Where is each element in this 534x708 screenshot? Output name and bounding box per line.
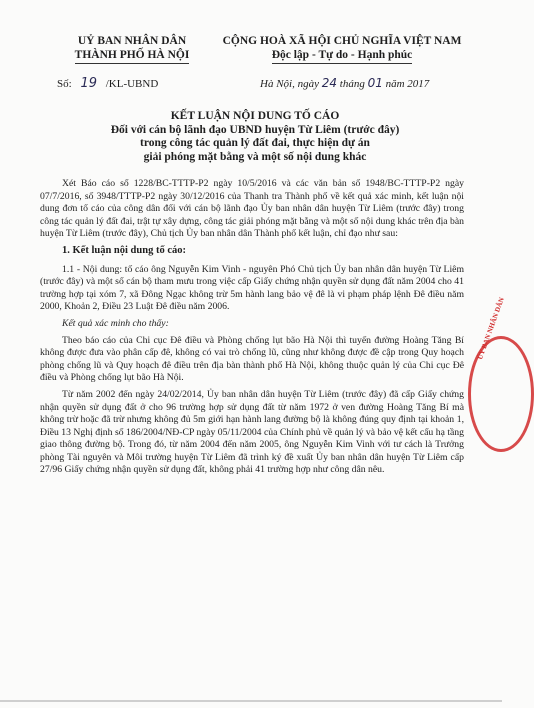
verification-heading: Kết quả xác minh cho thấy:: [62, 317, 169, 329]
title-line-3: trong công tác quản lý đất đai, thực hiện dự án: [140, 137, 370, 149]
title-line-1: KẾT LUẬN NỘI DUNG TỐ CÁO: [170, 110, 340, 122]
paragraph-content-1-1: 1.1 - Nội dung: tố cáo ông Nguyễn Kim Vinh - nguyên Phó Chủ tịch Ủy ban nhân dân huyện Từ Liêm (trước đây) và một số cán bộ tham mưu trong việc cấp Giấy chứng nhận quyền sử dụng đất năm 2004 cho 41 trường hợp tại xóm 7, xã Đông Ngạc không trừ 5m hành lang bảo vệ đê là vi phạm pháp lệnh Đê điều năm 2000, Khoản 2, Điều 23 Luật Đê điều năm 2006.: [40, 263, 464, 313]
issuing-agency: [52, 34, 212, 64]
page-edge: [0, 700, 502, 702]
section-heading: 1. Kết luận nội dung tố cáo:: [62, 244, 186, 256]
number-value: 19: [80, 76, 97, 91]
agency-line-1: UỶ BAN NHÂN DÂN: [77, 35, 187, 47]
date-month: 01: [367, 76, 383, 90]
paragraph-preamble: Xét Báo cáo số 1228/BC-TTTP-P2 ngày 10/5/2016 và các văn bản số 1948/BC-TTTP-P2 ngày 07/7/2016, số 3948/TTTP-P2 ngày 30/12/2016 của Thanh tra Thành phố về kết quả xác minh, kết luận nội dung đơn tố cáo của công dân đối với cán bộ lãnh đạo Ủy ban nhân dân huyện Từ Liêm (trước đây) trong công tác quản lý đất đai, trật tự xây dựng, công tác giải phóng mặt bằng và một số nội dung khác trên địa bàn huyện Từ Liêm (trước đây), Chủ tịch Ủy ban nhân dân Thành phố kết luận, chỉ đạo như sau:: [40, 178, 464, 240]
national-motto: [196, 34, 488, 64]
document-date: [260, 76, 490, 90]
agency-line-2: THÀNH PHỐ HÀ NỘI: [75, 48, 190, 64]
date-day: 24: [321, 76, 338, 90]
number-suffix: /KL-UBND: [105, 78, 159, 90]
date-year: năm 2017: [385, 78, 430, 90]
document-number: [57, 76, 158, 91]
title-line-2: Đối với cán bộ lãnh đạo UBND huyện Từ Liêm (trước đây): [110, 123, 400, 136]
document-body: [40, 178, 464, 481]
title-line-4: giải phóng mặt bằng và một số nội dung khác: [143, 150, 367, 163]
paragraph-dyke-report: Theo báo cáo của Chi cục Đê điều và Phòng chống lụt bão Hà Nội thì tuyến đường Hoàng Tăng Bí không được đưa vào phân cấp đê, không có vai trò chống lũ, cũng như không được đề cập trong Quy hoạch phòng chống lũ và Quy hoạch đê điều trên địa bàn thành phố Hà Nội, không thuộc quản lý của Chi cục Đê điều và Phòng chống lụt bão Hà Nội.: [40, 334, 464, 384]
seal-text: ỦY BAN NHÂN DÂN: [476, 296, 506, 361]
document-title: [40, 110, 470, 164]
date-mid: tháng: [339, 78, 365, 90]
number-prefix: Số:: [57, 78, 72, 90]
date-prefix: Hà Nội, ngày: [260, 78, 319, 90]
paragraph-certificates: Từ năm 2002 đến ngày 24/02/2014, Ủy ban nhân dân huyện Từ Liêm (trước đây) đã cấp Giấy chứng nhận quyền sử dụng đất ở cho 96 trường hợp sử dụng đất từ năm 1972 ở ven đường Hoàng Tăng Bí mà không trừ hoặc đã trừ nhưng không đủ 5m giới hạn hành lang đường bộ là không đúng quy định tại khoản 1, Điều 13 Nghị định số 186/2004/NĐ-CP ngày 05/11/2004 của Chính phủ về quản lý và bảo vệ kết cấu hạ tầng giao thông đường bộ. Trong đó, từ năm 2004 đến năm 2005, ông Nguyễn Kim Vinh với tư cách là Trưởng phòng Tài nguyên và Môi trường huyện Từ Liêm đã trình ký đề xuất Ủy ban nhân dân huyện Từ Liêm cấp 27/96 Giấy chứng nhận quyền sử dụng đất, không phải 41 trường hợp như công dân nêu.: [40, 388, 464, 476]
motto: Độc lập - Tự do - Hạnh phúc: [272, 48, 413, 64]
country-name: CỘNG HOÀ XÃ HỘI CHỦ NGHĨA VIỆT NAM: [222, 35, 462, 47]
